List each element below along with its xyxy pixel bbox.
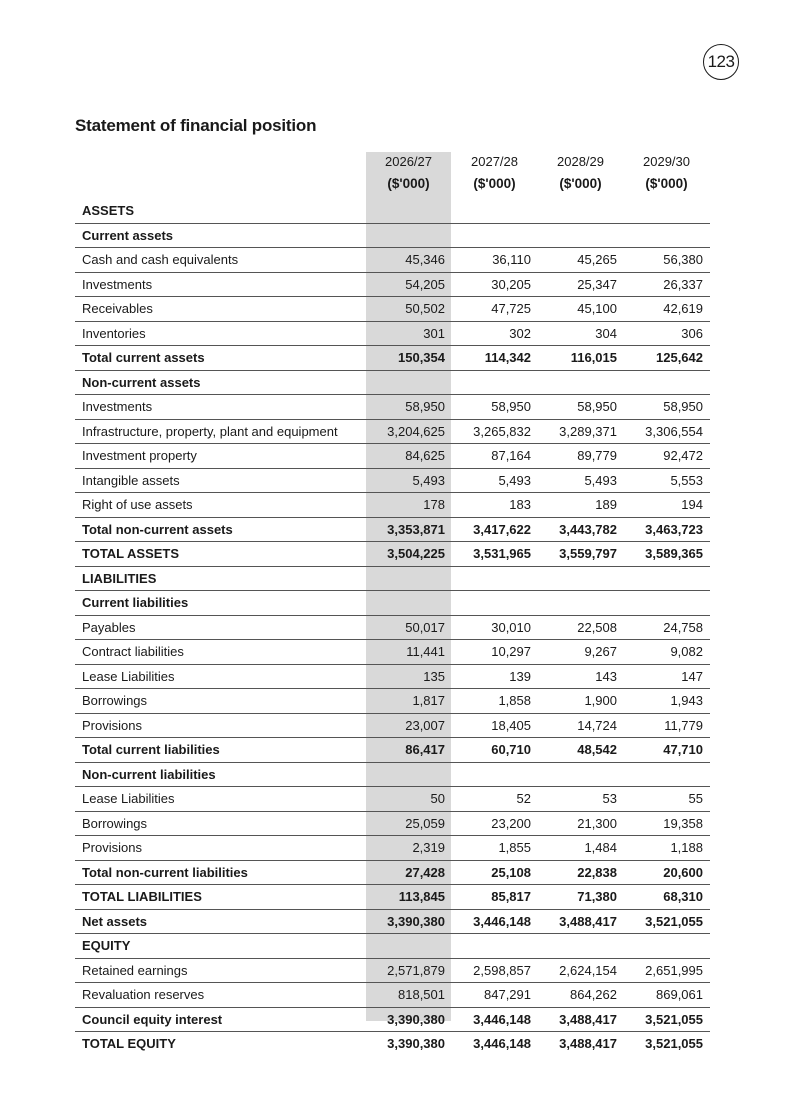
value-cell: 9,267 (538, 640, 624, 665)
table-row (75, 272, 710, 297)
value-cell: 87,164 (452, 444, 538, 469)
value-cell: 60,710 (452, 738, 538, 763)
row-label: Infrastructure, property, plant and equipment (75, 419, 366, 444)
value-cell: 25,347 (538, 272, 624, 297)
table-row (75, 444, 710, 469)
value-cell (538, 566, 624, 591)
value-cell: 50,502 (366, 297, 452, 322)
value-cell (452, 370, 538, 395)
value-cell: 183 (452, 493, 538, 518)
column-unit: ($'000) (473, 176, 516, 191)
value-cell: 18,405 (452, 713, 538, 738)
value-cell: 3,521,055 (624, 1007, 710, 1032)
value-cell: 19,358 (624, 811, 710, 836)
column-unit: ($'000) (559, 176, 602, 191)
value-cell (452, 591, 538, 616)
value-cell: 150,354 (366, 346, 452, 371)
value-cell: 45,100 (538, 297, 624, 322)
row-label: Total non-current assets (75, 517, 366, 542)
table-row (75, 811, 710, 836)
value-cell: 301 (366, 321, 452, 346)
value-cell: 3,390,380 (366, 909, 452, 934)
row-label: TOTAL LIABILITIES (75, 885, 366, 910)
value-cell: 3,521,055 (624, 909, 710, 934)
table-row (75, 909, 710, 934)
value-cell: 3,390,380 (366, 1007, 452, 1032)
table-row (75, 762, 710, 787)
column-header-2029-30 (624, 152, 709, 194)
row-label: Council equity interest (75, 1007, 366, 1032)
row-label: Current assets (75, 223, 366, 248)
table-row (75, 591, 710, 616)
value-cell: 113,845 (366, 885, 452, 910)
row-label: Investment property (75, 444, 366, 469)
row-label: Non-current assets (75, 370, 366, 395)
table-body (75, 199, 710, 1056)
value-cell: 2,598,857 (452, 958, 538, 983)
value-cell: 36,110 (452, 248, 538, 273)
row-label: TOTAL EQUITY (82, 1036, 176, 1052)
value-cell: 5,553 (624, 468, 710, 493)
value-cell: 304 (538, 321, 624, 346)
value-cell: 53 (538, 787, 624, 812)
value-cell: 869,061 (624, 983, 710, 1008)
row-label: Borrowings (75, 689, 366, 714)
value-cell (624, 762, 710, 787)
value-cell: 22,838 (538, 860, 624, 885)
value-cell: 194 (624, 493, 710, 518)
column-header-2027-28 (452, 152, 537, 194)
table-row (75, 199, 710, 223)
value-cell (452, 566, 538, 591)
value-cell: 26,337 (624, 272, 710, 297)
value-cell: 5,493 (366, 468, 452, 493)
value-cell (624, 199, 710, 223)
value-cell: 847,291 (452, 983, 538, 1008)
value-cell: 85,817 (452, 885, 538, 910)
value-cell: 2,571,879 (366, 958, 452, 983)
value-cell: 3,589,365 (624, 542, 710, 567)
column-unit: ($'000) (645, 176, 688, 191)
value-cell: 58,950 (452, 395, 538, 420)
value-cell (624, 591, 710, 616)
value-cell: 50 (366, 787, 452, 812)
value-cell: 25,108 (452, 860, 538, 885)
table-row (75, 248, 710, 273)
value-cell: 3,204,625 (366, 419, 452, 444)
table-row (75, 468, 710, 493)
table-row (75, 738, 710, 763)
page-title: Statement of financial position (75, 116, 317, 135)
table-row (75, 566, 710, 591)
row-label: Receivables (75, 297, 366, 322)
value-cell: 2,319 (366, 836, 452, 861)
value-cell (538, 762, 624, 787)
column-header-2026-27 (366, 152, 451, 194)
value-cell: 3,443,782 (538, 517, 624, 542)
value-cell: 143 (538, 664, 624, 689)
table-row (75, 346, 710, 371)
row-label: Net assets (75, 909, 366, 934)
value-cell: 56,380 (624, 248, 710, 273)
row-label: ASSETS (75, 199, 366, 223)
value-cell: 50,017 (366, 615, 452, 640)
table-row (75, 787, 710, 812)
row-label: Payables (75, 615, 366, 640)
value-cell: 25,059 (366, 811, 452, 836)
table-row (75, 836, 710, 861)
value-cell: 10,297 (452, 640, 538, 665)
value-cell: 48,542 (538, 738, 624, 763)
value-cell: 58,950 (366, 395, 452, 420)
value-cell (366, 566, 452, 591)
value-cell: 47,725 (452, 297, 538, 322)
value-cell: 58,950 (538, 395, 624, 420)
value-cell (366, 199, 452, 223)
financial-position-table (75, 199, 710, 1056)
value-cell: 3,417,622 (452, 517, 538, 542)
value-cell (366, 591, 452, 616)
value-cell (452, 762, 538, 787)
value-cell: 14,724 (538, 713, 624, 738)
value-cell: 86,417 (366, 738, 452, 763)
value-cell: 125,642 (624, 346, 710, 371)
value-cell: 3,265,832 (452, 419, 538, 444)
value-cell: 3,390,380 (387, 1036, 445, 1052)
value-cell: 306 (624, 321, 710, 346)
value-cell: 45,265 (538, 248, 624, 273)
value-cell: 42,619 (624, 297, 710, 322)
value-cell: 864,262 (538, 983, 624, 1008)
value-cell: 5,493 (452, 468, 538, 493)
value-cell: 20,600 (624, 860, 710, 885)
row-label: Intangible assets (75, 468, 366, 493)
value-cell: 3,446,148 (473, 1036, 531, 1052)
value-cell: 2,651,995 (624, 958, 710, 983)
value-cell: 114,342 (452, 346, 538, 371)
value-cell (538, 934, 624, 959)
value-cell: 3,289,371 (538, 419, 624, 444)
value-cell: 24,758 (624, 615, 710, 640)
table-row (75, 297, 710, 322)
value-cell: 3,306,554 (624, 419, 710, 444)
value-cell: 22,508 (538, 615, 624, 640)
value-cell (452, 223, 538, 248)
row-label: Current liabilities (75, 591, 366, 616)
value-cell: 2,624,154 (538, 958, 624, 983)
value-cell: 147 (624, 664, 710, 689)
value-cell: 178 (366, 493, 452, 518)
value-cell: 3,488,417 (559, 1036, 617, 1052)
table-row (75, 640, 710, 665)
value-cell: 1,855 (452, 836, 538, 861)
value-cell: 1,858 (452, 689, 538, 714)
value-cell: 5,493 (538, 468, 624, 493)
value-cell: 116,015 (538, 346, 624, 371)
row-label: Lease Liabilities (75, 664, 366, 689)
row-label: TOTAL ASSETS (75, 542, 366, 567)
column-year: 2029/30 (643, 154, 690, 169)
value-cell: 3,559,797 (538, 542, 624, 567)
value-cell: 23,200 (452, 811, 538, 836)
row-label: Non-current liabilities (75, 762, 366, 787)
row-label: EQUITY (75, 934, 366, 959)
value-cell (366, 934, 452, 959)
column-year: 2028/29 (557, 154, 604, 169)
table-row (75, 713, 710, 738)
table-row (75, 395, 710, 420)
table-row (75, 542, 710, 567)
row-label: Total non-current liabilities (75, 860, 366, 885)
table-row (75, 517, 710, 542)
value-cell (624, 566, 710, 591)
table-row (75, 370, 710, 395)
value-cell: 3,504,225 (366, 542, 452, 567)
value-cell (538, 199, 624, 223)
value-cell: 9,082 (624, 640, 710, 665)
value-cell: 3,446,148 (452, 909, 538, 934)
value-cell: 21,300 (538, 811, 624, 836)
value-cell: 302 (452, 321, 538, 346)
value-cell: 189 (538, 493, 624, 518)
row-label: Total current liabilities (75, 738, 366, 763)
row-label: LIABILITIES (75, 566, 366, 591)
table-row (75, 860, 710, 885)
row-label: Inventories (75, 321, 366, 346)
value-cell (624, 223, 710, 248)
value-cell: 3,488,417 (538, 1007, 624, 1032)
value-cell: 11,441 (366, 640, 452, 665)
value-cell: 3,521,055 (645, 1036, 703, 1052)
value-cell: 30,010 (452, 615, 538, 640)
table-row (75, 321, 710, 346)
value-cell (624, 370, 710, 395)
table-row (75, 223, 710, 248)
value-cell: 135 (366, 664, 452, 689)
table-row (75, 1007, 710, 1032)
value-cell: 1,188 (624, 836, 710, 861)
value-cell: 818,501 (366, 983, 452, 1008)
value-cell: 3,463,723 (624, 517, 710, 542)
value-cell (538, 370, 624, 395)
table-row (75, 983, 710, 1008)
table-row (75, 958, 710, 983)
value-cell: 1,943 (624, 689, 710, 714)
table-row (75, 664, 710, 689)
value-cell: 27,428 (366, 860, 452, 885)
value-cell: 58,950 (624, 395, 710, 420)
row-label: Right of use assets (75, 493, 366, 518)
column-unit: ($'000) (387, 176, 430, 191)
row-label: Revaluation reserves (75, 983, 366, 1008)
value-cell: 30,205 (452, 272, 538, 297)
table-row (75, 689, 710, 714)
value-cell (452, 199, 538, 223)
row-label: Total current assets (75, 346, 366, 371)
value-cell: 89,779 (538, 444, 624, 469)
value-cell: 71,380 (538, 885, 624, 910)
value-cell (452, 934, 538, 959)
row-label: Retained earnings (75, 958, 366, 983)
value-cell: 11,779 (624, 713, 710, 738)
value-cell (366, 762, 452, 787)
value-cell: 3,353,871 (366, 517, 452, 542)
value-cell: 1,484 (538, 836, 624, 861)
value-cell: 47,710 (624, 738, 710, 763)
table-row (75, 1032, 710, 1056)
row-label: Provisions (75, 713, 366, 738)
value-cell: 45,346 (366, 248, 452, 273)
value-cell: 84,625 (366, 444, 452, 469)
row-label: Provisions (75, 836, 366, 861)
value-cell: 68,310 (624, 885, 710, 910)
value-cell: 54,205 (366, 272, 452, 297)
table-row (75, 934, 710, 959)
page-number: 123 (703, 44, 739, 80)
row-label: Lease Liabilities (75, 787, 366, 812)
value-cell: 52 (452, 787, 538, 812)
value-cell (538, 591, 624, 616)
value-cell (366, 370, 452, 395)
column-header-2028-29 (538, 152, 623, 194)
value-cell: 92,472 (624, 444, 710, 469)
row-label: Investments (75, 395, 366, 420)
table-row (75, 419, 710, 444)
value-cell: 3,531,965 (452, 542, 538, 567)
table-row (75, 885, 710, 910)
column-year: 2027/28 (471, 154, 518, 169)
row-label: Cash and cash equivalents (75, 248, 366, 273)
value-cell (366, 223, 452, 248)
row-label: Contract liabilities (75, 640, 366, 665)
value-cell: 1,900 (538, 689, 624, 714)
column-year: 2026/27 (385, 154, 432, 169)
value-cell: 3,446,148 (452, 1007, 538, 1032)
table-row (75, 615, 710, 640)
table-row (75, 493, 710, 518)
value-cell: 3,488,417 (538, 909, 624, 934)
value-cell (624, 934, 710, 959)
value-cell: 139 (452, 664, 538, 689)
value-cell: 1,817 (366, 689, 452, 714)
value-cell: 23,007 (366, 713, 452, 738)
row-label: Borrowings (75, 811, 366, 836)
row-label: Investments (75, 272, 366, 297)
value-cell (538, 223, 624, 248)
value-cell: 55 (624, 787, 710, 812)
